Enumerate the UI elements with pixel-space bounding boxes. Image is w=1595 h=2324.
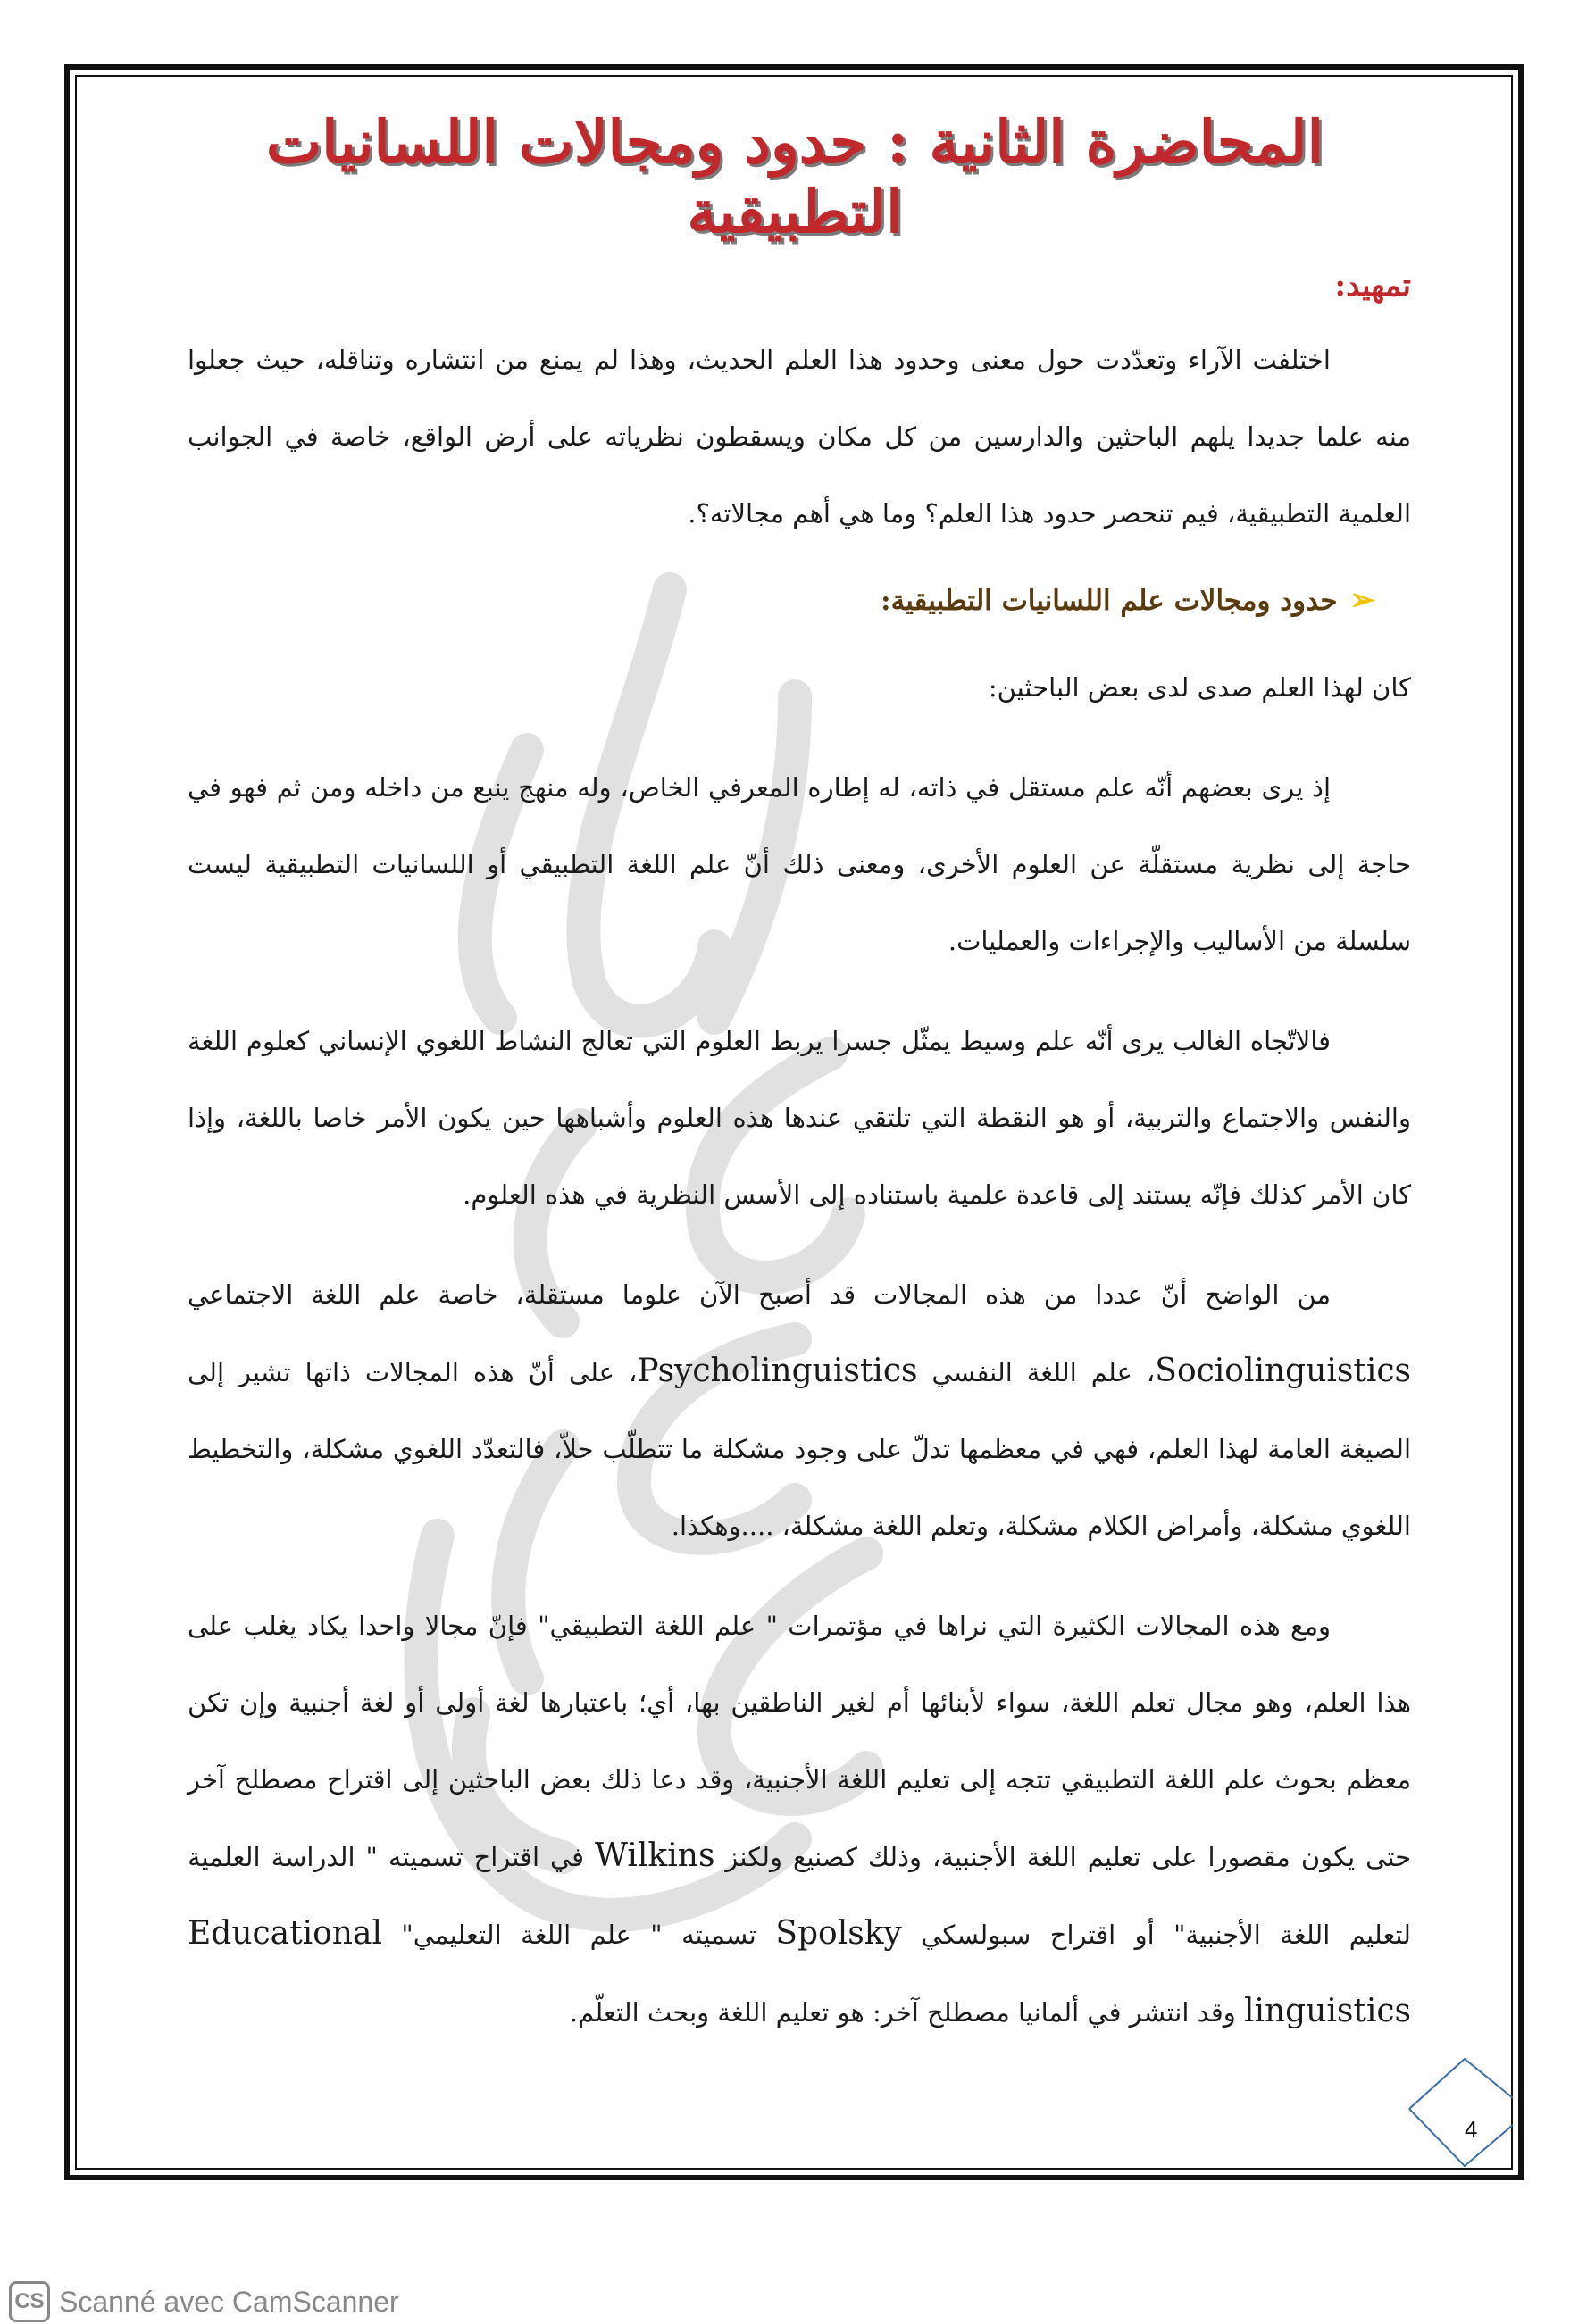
paragraph-4 — [188, 1256, 1411, 1564]
term-sociolinguistics: Sociolinguistics — [1155, 1353, 1412, 1389]
paragraph-3: فالاتّجاه الغالب يرى أنّه علم وسيط يمثّل جسرا يربط العلوم التي تعالج النشاط اللغوي الإنساني كعلوم اللغة والنفس والاجتماع والتربية، أو هو النقطة التي تلتقي عندها هذه العلوم وأشباهها حين يكون الأمر خاصا باللغة، وإذا كان الأمر كذلك فإنّه يستند إلى قاعدة علمية باستناده إلى الأسس النظرية في هذه العلوم. — [188, 1026, 1411, 1210]
paragraph-2: إذ يرى بعضهم أنّه علم مستقل في ذاته، له إطاره المعرفي الخاص، وله منهج ينبع من داخله ومن ثم فهو في حاجة إلى نظرية مستقلّة عن العلوم الأخرى، ومعنى ذلك أنّ علم اللغة التطبيقي أو اللسانيات التطبيقية ليست سلسلة من الأساليب والإجراءات والعمليات. — [188, 772, 1411, 956]
section-heading — [188, 564, 1411, 637]
term-educational-linguistics: Educational linguistics — [188, 1915, 1411, 2029]
p4-text-b: ، علم اللغة النفسي — [931, 1357, 1156, 1387]
scanner-footer — [9, 2281, 399, 2322]
section-heading-text: حدود ومجالات علم اللسانيات التطبيقية: — [881, 585, 1338, 617]
p5-text-a: ومع هذه المجالات الكثيرة التي نراها في مؤتمرات " علم اللغة التطبيقي" فإنّ مجالا واحدا يكاد يغلب على هذا العلم، وهو مجال تعلم اللغة، سواء لأبنائها أم لغير الناطقين بها، أي؛ باعتبارها لغة أولى أو لغة أجنبية وإن تكن معظم بحوث علم اللغة التطبيقي تتجه إلى تعليم اللغة الأجنبية، وقد دعا ذلك بعض الباحثين إلى اقتراح مصطلح آخر حتى يكون مقصورا على تعليم اللغة الأجنبية، وذلك كصنيع ولكنز — [188, 1611, 1412, 1872]
arrow-bullet-icon: ➢ — [1349, 582, 1375, 618]
page-number-diamond — [1400, 2053, 1516, 2170]
p5-text-c: تسميته " علم اللغة التعليمي" — [401, 1920, 756, 1950]
p5-text-d: وقد انتشر في ألمانيا مصطلح آخر: هو تعليم اللغة وبحث التعلّم. — [569, 1997, 1236, 2028]
p4-text-c: ، على أنّ هذه المجالات ذاتها تشير إلى الصيغة العامة لهذا العلم، فهي في معظمها تدلّ على وجود مشكلة ما تتطلّب حلاّ، فالتعدّد اللغوي مشكلة، والتخطيط اللغوي مشكلة، وأمراض الكلام مشكلة، وتعلم اللغة مشكلة، ....وهكذا. — [188, 1357, 1411, 1541]
page-title: المحاضرة الثانية : حدود ومجالات اللسانيات التطبيقية — [266, 107, 1324, 246]
scanner-footer-text: Scanné avec CamScanner — [59, 2285, 399, 2318]
term-spolsky: Spolsky — [775, 1915, 902, 1952]
intro-paragraph: اختلفت الآراء وتعدّدت حول معنى وحدود هذا العلم الحديث، وهذا لم يمنع من انتشاره وتناقله، حيث جعلوا منه علما جديدا يلهم الباحثين والدارسين من كل مكان ويسقطون نظرياته على أرض الواقع، خاصة في الجوانب العلمية التطبيقية، فيم تنحصر حدود هذا العلم؟ وما هي أهم مجالاته؟. — [188, 345, 1411, 529]
document-body — [188, 250, 1411, 2051]
camscanner-logo-icon: CS — [9, 2281, 50, 2322]
term-wilkins: Wilkins — [595, 1837, 715, 1874]
page-number: 4 — [1465, 2116, 1478, 2143]
paragraph-1: كان لهذا العلم صدى لدى بعض الباحثين: — [988, 672, 1411, 703]
paragraph-5 — [188, 1587, 1411, 2051]
intro-label: تمهيد: — [1334, 268, 1411, 304]
p5-text-b: في اقتراح تسميته " الدراسة العلمية لتعليم اللغة الأجنبية" أو اقتراح سبولسكي — [188, 1842, 1412, 1950]
term-psycholinguistics: Psycholinguistics — [637, 1353, 918, 1389]
p4-text-a: من الواضح أنّ عددا من هذه المجالات قد أصبح الآن علوما مستقلة، خاصة علم اللغة الاجتماعي — [188, 1279, 1331, 1310]
